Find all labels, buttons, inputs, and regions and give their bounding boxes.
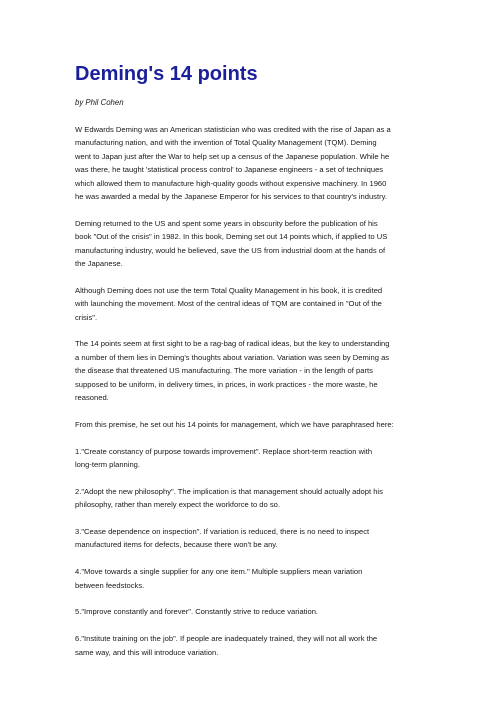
text-line: 3."Cease dependence on inspection". If variation is reduced, there is no need to inspect (75, 527, 370, 537)
text-line: manufacturing industry, would he believed, save the US from industrial doom at the hands of (75, 245, 386, 255)
text-line: Deming returned to the US and spent some years in obscurity before the publication of his (75, 218, 378, 228)
paragraph (75, 418, 425, 431)
paragraph (75, 565, 425, 592)
text-line: manufactured items for defects, because there won't be any. (75, 540, 278, 550)
text-line: The 14 points seem at first sight to be a rag-bag of radical ideas, but the key to understanding (75, 339, 390, 349)
text-line: a number of them lies in Deming's thoughts about variation. Variation was seen by Deming as (75, 352, 390, 362)
paragraph (75, 525, 425, 552)
text-line: manufacturing nation, and with the invention of Total Quality Management (TQM). Deming (75, 138, 377, 148)
document-body (75, 123, 425, 672)
paragraph (75, 284, 425, 324)
text-line: went to Japan just after the War to help set up a census of the Japanese population. While he (75, 151, 390, 161)
text-line: 4."Move towards a single supplier for any one item." Multiple suppliers mean variation (75, 567, 363, 577)
text-line: supposed to be uniform, in delivery times, in prices, in work practices - the more waste, he (75, 379, 378, 389)
text-line: From this premise, he set out his 14 points for management, which we have paraphrased here: (75, 419, 394, 429)
text-line: reasoned. (75, 393, 109, 403)
paragraph (75, 605, 425, 618)
text-line: with launching the movement. Most of the central ideas of TQM are contained in "Out of the (75, 299, 382, 309)
paragraph (75, 337, 425, 404)
text-line: Although Deming does not use the term Total Quality Management in his book, it is credited (75, 285, 383, 295)
author-byline: by Phil Cohen (75, 98, 124, 107)
text-line: 5."Improve constantly and forever". Constantly strive to reduce variation. (75, 607, 319, 617)
text-line: crisis". (75, 312, 98, 322)
text-line: which allowed them to manufacture high-quality goods without expensive machinery. In 1960 (75, 178, 387, 188)
text-line: the disease that threatened US manufacturing. The more variation - in the length of parts (75, 366, 373, 376)
paragraph (75, 485, 425, 512)
paragraph (75, 445, 425, 472)
text-line: was there, he taught 'statistical process control' to Japanese engineers - a set of techniques (75, 165, 384, 175)
text-line: W Edwards Deming was an American statistician who was credited with the rise of Japan as a (75, 125, 391, 134)
paragraph (75, 217, 425, 271)
text-line: long-term planning. (75, 460, 141, 470)
text-line: 1."Create constancy of purpose towards improvement". Replace short-term reaction with (75, 446, 373, 456)
paragraph (75, 123, 425, 203)
text-line: book "Out of the crisis" in 1982. In this book, Deming set out 14 points which, if applied to US (75, 232, 388, 242)
text-line: the Japanese. (75, 259, 123, 269)
paragraph (75, 632, 425, 659)
text-line: 6."Institute training on the job". If people are inadequately trained, they will not all work the (75, 634, 378, 644)
text-line: same way, and this will introduce variation. (75, 647, 219, 657)
text-line: 2."Adopt the new philosophy". The implication is that management should actually adopt his (75, 486, 383, 496)
page-title: Deming's 14 points (75, 63, 258, 85)
text-line: between feedstocks. (75, 580, 145, 590)
text-line: he was awarded a medal by the Japanese Emperor for his services to that country's industry. (75, 192, 387, 202)
text-line: philosophy, rather than merely expect the workforce to do so. (75, 500, 280, 510)
